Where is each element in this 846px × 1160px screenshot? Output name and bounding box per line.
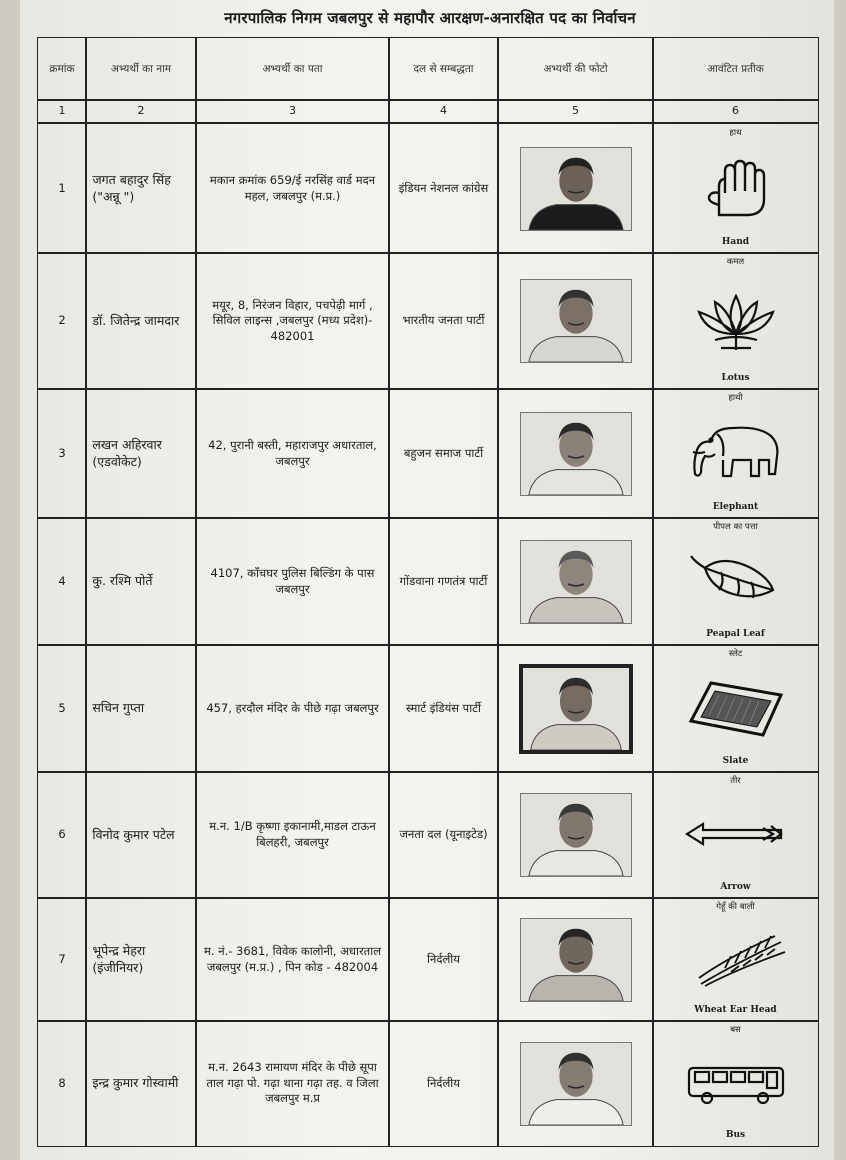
table-row	[38, 1021, 818, 1146]
candidate-photo	[520, 279, 632, 363]
candidate-party: जनता दल (यूनाइटेड)	[388, 771, 498, 898]
symbol-hindi-label: हाथी	[728, 393, 743, 404]
symbol-hindi-label: स्लेट	[728, 649, 743, 660]
table-row	[38, 645, 818, 772]
arrow-icon	[681, 804, 791, 866]
candidate-name: भूपेन्द्र मेहरा (इंजीनियर)	[85, 897, 196, 1021]
candidate-address: म.न. 2643 रामायण मंदिर के पीछे सूपा ताल गढ़ा पो. गढ़ा थाना गढ़ा तह. व जिला जबलपुर म.प्र	[195, 1020, 389, 1146]
serial-number: 7	[37, 897, 86, 1021]
photo-cell	[497, 517, 653, 645]
serial-number: 6	[37, 771, 86, 898]
header-symbol: आवंटित प्रतीक	[652, 37, 818, 100]
symbol-cell	[652, 644, 818, 772]
column-number: 2	[85, 99, 196, 122]
column-number: 6	[652, 99, 818, 122]
candidate-photo	[520, 412, 632, 496]
candidate-party: स्मार्ट इंडियंस पार्टी	[388, 644, 498, 772]
table-row	[38, 772, 818, 898]
candidate-name: जगत बहादुर सिंह ("अन्नू ")	[85, 123, 196, 253]
serial-number: 2	[37, 252, 86, 389]
candidate-party: बहुजन समाज पार्टी	[388, 388, 498, 518]
candidate-party: निर्दलीय	[388, 897, 498, 1021]
symbol-cell	[652, 1020, 818, 1146]
serial-number: 4	[37, 517, 86, 645]
header-party: दल से सम्बद्धता	[388, 37, 498, 100]
candidate-address: म. नं.- 3681, विवेक कालोनी, अधारताल जबलपुर (म.प्र.) , पिन कोड - 482004	[195, 897, 389, 1021]
candidate-party: इंडियन नेशनल कांग्रेस	[388, 123, 498, 253]
column-number: 4	[388, 99, 498, 122]
candidate-photo	[520, 1042, 632, 1126]
photo-cell	[497, 1020, 653, 1146]
symbol-english-label: Elephant	[712, 502, 759, 513]
header-photo: अभ्यर्थी की फोटो	[497, 37, 653, 100]
symbol-english-label: Hand	[721, 237, 750, 248]
symbol-english-label: Wheat Ear Head	[694, 1005, 777, 1016]
candidate-name: सचिन गुप्ता	[85, 644, 196, 772]
symbol-hindi-label: बस	[730, 1025, 741, 1036]
header-candidate-address: अभ्यर्थी का पता	[195, 37, 389, 100]
candidate-photo	[520, 147, 632, 231]
column-number: 1	[37, 99, 86, 122]
serial-number: 8	[37, 1020, 86, 1146]
elephant-icon	[681, 422, 791, 484]
wheat-icon	[681, 928, 791, 990]
symbol-cell	[652, 517, 818, 645]
candidate-name: इन्द्र कुमार गोस्वामी	[85, 1020, 196, 1146]
table-header-row	[38, 38, 818, 100]
header-serial: क्रमांक	[37, 37, 86, 100]
table-row	[38, 253, 818, 389]
candidate-party: गोंडवाना गणतंत्र पार्टी	[388, 517, 498, 645]
symbol-english-label: Lotus	[721, 373, 750, 384]
symbol-hindi-label: तीर	[730, 776, 741, 787]
photo-cell	[497, 252, 653, 389]
candidate-address: 42, पुरानी बस्ती, महाराजपुर अधारताल, जबलपुर	[195, 388, 389, 518]
photo-cell	[497, 644, 653, 772]
bus-icon	[681, 1052, 791, 1114]
table-row	[38, 518, 818, 645]
candidate-name: लखन अहिरवार (एडवोकेट)	[85, 388, 196, 518]
symbol-cell	[652, 252, 818, 389]
photo-cell	[497, 388, 653, 518]
column-number: 3	[195, 99, 389, 122]
candidate-party: भारतीय जनता पार्टी	[388, 252, 498, 389]
symbol-english-label: Slate	[722, 756, 749, 767]
symbol-cell	[652, 388, 818, 518]
symbol-cell	[652, 771, 818, 898]
serial-number: 5	[37, 644, 86, 772]
candidate-address: म.न. 1/B कृष्णा इकानामी,माडल टाऊन बिलहरी, जबलपुर	[195, 771, 389, 898]
slate-icon	[681, 677, 791, 739]
candidate-photo	[519, 664, 633, 754]
photo-cell	[497, 123, 653, 253]
candidate-party: निर्दलीय	[388, 1020, 498, 1146]
column-number: 5	[497, 99, 653, 122]
document-title: नगरपालिक निगम जबलपुर से महापौर आरक्षण-अनारक्षित पद का निर्वाचन	[224, 9, 636, 27]
column-number-row	[38, 100, 818, 122]
symbol-english-label: Bus	[725, 1130, 746, 1141]
symbol-english-label: Arrow	[720, 882, 751, 893]
candidate-address: मकान क्रमांक 659/ई नरसिंह वार्ड मदन महल, जबलपुर (म.प्र.)	[195, 123, 389, 253]
candidate-name: डॉ. जितेन्द्र जामदार	[85, 252, 196, 389]
symbol-english-label: Peapal Leaf	[706, 629, 765, 640]
candidate-photo	[520, 540, 632, 624]
candidate-address: 4107, कॉंचघर पुलिस बिल्डिंग के पास जबलपुर	[195, 517, 389, 645]
symbol-cell	[652, 897, 818, 1021]
candidate-photo	[520, 793, 632, 877]
leaf-icon	[681, 550, 791, 612]
serial-number: 3	[37, 388, 86, 518]
symbol-cell	[652, 123, 818, 253]
table-row	[38, 389, 818, 518]
symbol-hindi-label: हाथ	[729, 128, 742, 139]
candidate-name: विनोद कुमार पटेल	[85, 771, 196, 898]
serial-number: 1	[37, 123, 86, 253]
candidate-address: 457, हरदौल मंदिर के पीछे गढ़ा जबलपुर	[195, 644, 389, 772]
candidate-name: कु. रश्मि पोर्ते	[85, 517, 196, 645]
lotus-icon	[681, 290, 791, 352]
photo-cell	[497, 771, 653, 898]
table-row	[38, 898, 818, 1021]
candidate-photo	[520, 918, 632, 1002]
symbol-hindi-label: पीपल का पत्ता	[713, 522, 758, 533]
symbol-hindi-label: कमल	[726, 257, 745, 268]
photo-cell	[497, 897, 653, 1021]
hand-icon	[681, 157, 791, 219]
table-row	[38, 124, 818, 253]
symbol-hindi-label: गेहूँ की बाली	[716, 902, 755, 913]
header-candidate-name: अभ्यर्थी का नाम	[85, 37, 196, 100]
candidate-address: मयूर, 8, निरंजन विहार, पचपेढ़ी मार्ग , सिविल लाइन्स ,जबलपुर (मध्य प्रदेश)- 482001	[195, 252, 389, 389]
